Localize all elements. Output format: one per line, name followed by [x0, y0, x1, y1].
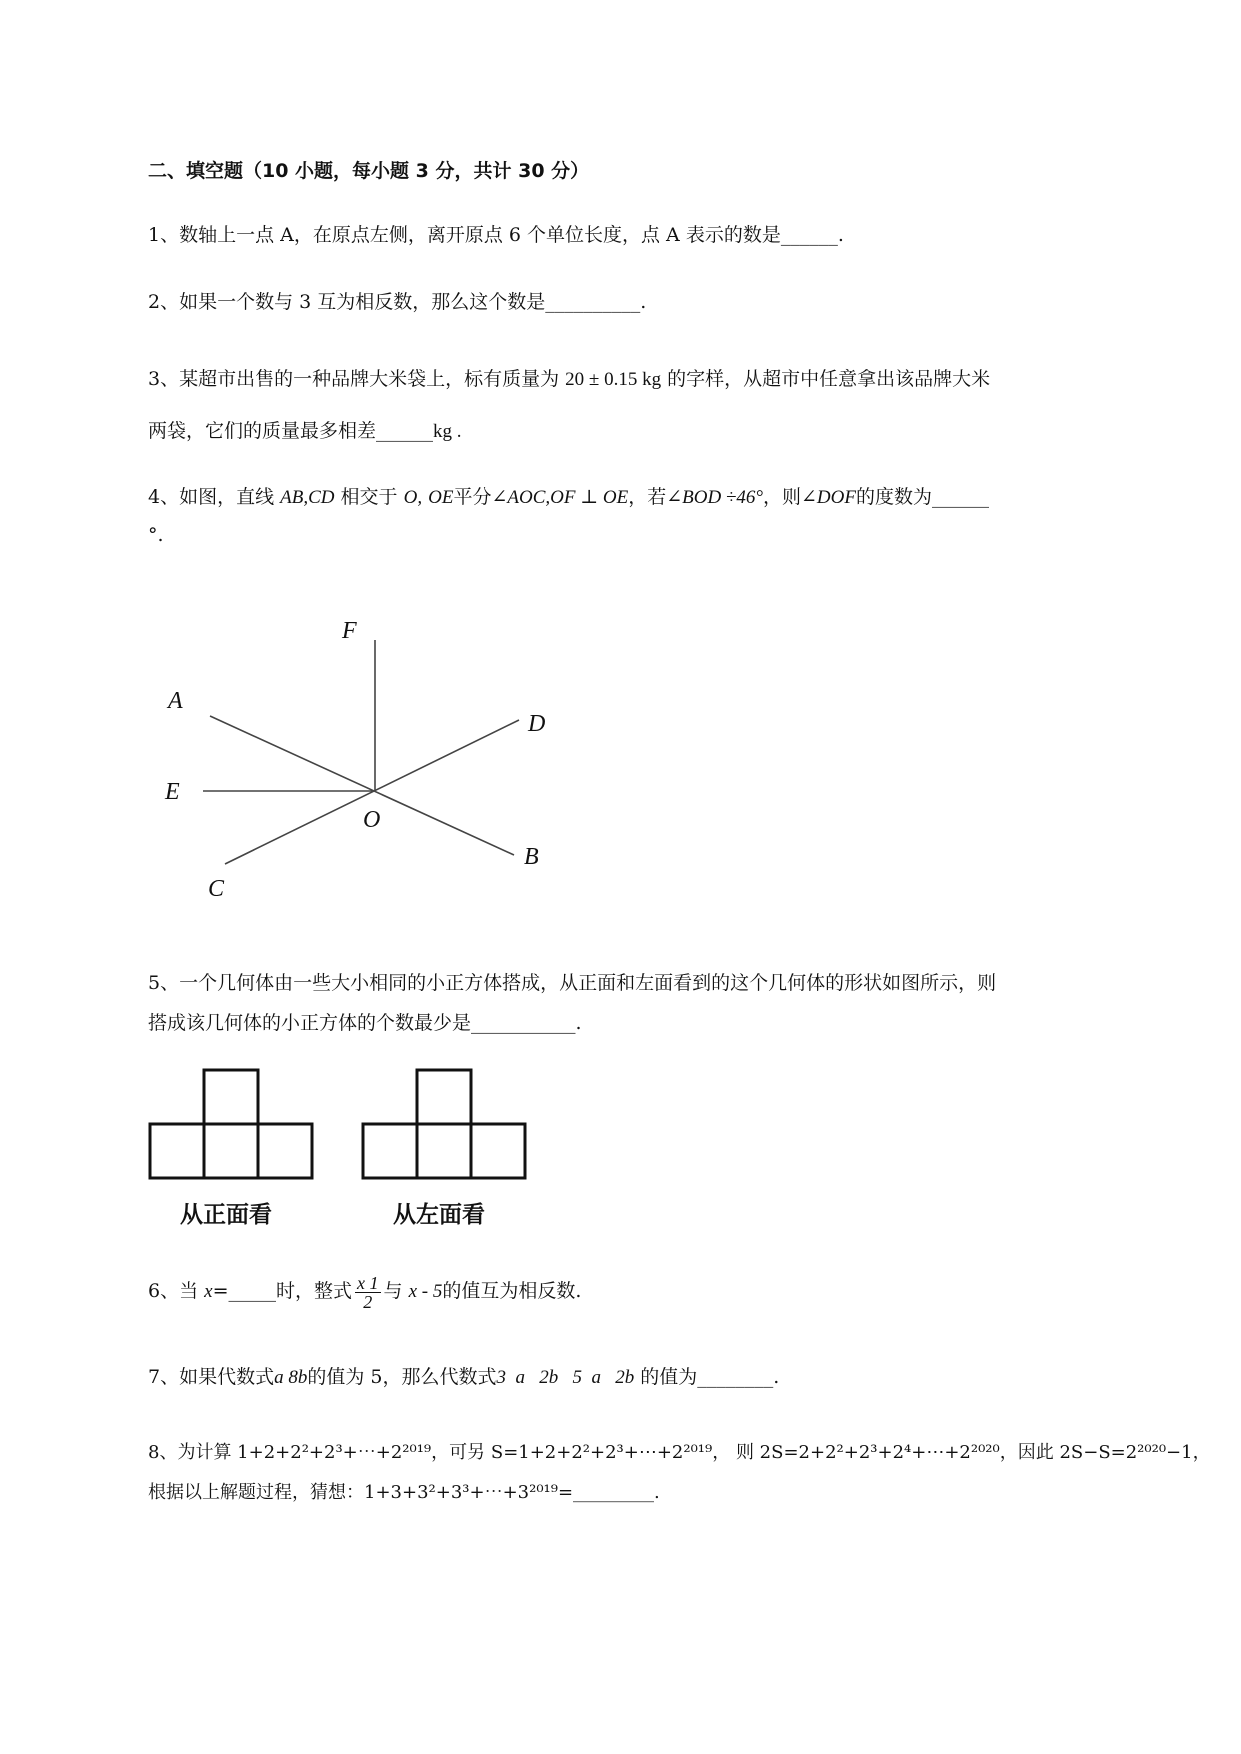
- question-3-line-2: [148, 418, 462, 445]
- question-8-line-2: 根据以上解题过程，猜想：1+3+3²+3³+⋯+3²⁰¹⁹=_________.: [148, 1482, 660, 1503]
- q3-blank: ______: [376, 420, 434, 442]
- label-c: C: [208, 876, 225, 902]
- q7-d: 3 a 2b 5 a 2b: [496, 1367, 635, 1388]
- question-1: 1、数轴上一点 A，在原点左侧，离开原点 6 个单位长度，点 A 表示的数是______.: [148, 224, 844, 246]
- q3-text-c: 的字样，从超市中任意拿出该品牌大米: [667, 368, 991, 390]
- front-view-grid: [150, 1070, 312, 1178]
- question-8-line-1: 8、为计算 1+2+2²+2³+⋯+2²⁰¹⁹，可另 S=1+2+2²+2³+⋯+2²⁰¹⁹， 则 2S=2+2²+2³+2⁴+⋯+2²⁰²⁰，因此 2S−S=2²⁰²⁰−1，: [148, 1442, 1211, 1463]
- q6-c: 与: [383, 1280, 403, 1302]
- q6-e: 的值互为相反数.: [442, 1280, 582, 1302]
- q3-text-line2: 两袋，它们的质量最多相差: [148, 420, 377, 442]
- question-4-line-1: [148, 484, 989, 511]
- question-3-line-1: [148, 366, 990, 393]
- q3-text-a: 3、某超市出售的一种品牌大米袋上，标有质量为: [148, 368, 560, 390]
- q3-unit: kg .: [433, 421, 462, 442]
- q4-g: ∠AOC,OF ⊥ OE: [491, 487, 629, 508]
- q4-j: ，则: [762, 486, 801, 508]
- q7-b: a 8b: [274, 1367, 308, 1388]
- q6-fraction: [355, 1274, 381, 1311]
- left-view-grid: [363, 1070, 525, 1178]
- label-d: D: [528, 711, 546, 737]
- label-b: B: [524, 844, 539, 870]
- q4-i: ∠BOD ÷46°: [666, 487, 763, 508]
- question-4-line-2: °.: [148, 524, 164, 546]
- q3-quantity: 20 ± 0.15 kg: [565, 369, 662, 390]
- q6-d: x - 5: [408, 1281, 443, 1302]
- q4-c: 相交于: [340, 486, 398, 508]
- front-view-caption: 从正面看: [180, 1202, 272, 1228]
- q4-e: OE: [428, 487, 454, 508]
- q7-e: 的值为________.: [634, 1366, 780, 1388]
- question-2: 2、如果一个数与 3 互为相反数，那么这个数是__________.: [148, 291, 647, 313]
- section-title: 二、填空题（10 小题，每小题 3 分，共计 30 分）: [148, 160, 590, 182]
- figure-intersecting-lines: [150, 610, 590, 910]
- q7-c: 的值为 5，那么代数式: [307, 1366, 497, 1388]
- q4-a: 4、如图，直线: [148, 486, 275, 508]
- label-a: A: [168, 688, 183, 714]
- question-5-line-1: 5、一个几何体由一些大小相同的小正方体搭成，从正面和左面看到的这个几何体的形状如图所示，则: [148, 972, 997, 994]
- q6-b: =_____时，整式: [212, 1280, 352, 1302]
- figure-cube-views: [148, 1065, 548, 1235]
- q4-k: ∠DOF: [800, 487, 856, 508]
- question-5-line-2: 搭成该几何体的小正方体的个数最少是___________.: [148, 1012, 582, 1034]
- q6-x: x: [204, 1281, 213, 1302]
- label-e: E: [165, 779, 180, 805]
- label-o: O: [363, 807, 381, 833]
- q4-h: ，若: [628, 486, 667, 508]
- label-f: F: [342, 618, 357, 644]
- q4-f: 平分: [453, 486, 492, 508]
- question-6: [148, 1271, 581, 1312]
- line-ab: [210, 716, 514, 855]
- q6-numerator: x 1: [357, 1272, 379, 1293]
- q6-denominator: 2: [363, 1291, 373, 1312]
- q4-d: O,: [403, 487, 423, 508]
- q7-a: 7、如果代数式: [148, 1366, 275, 1388]
- left-view-caption: 从左面看: [393, 1202, 485, 1228]
- q4-l: 的度数为______: [855, 486, 989, 508]
- q4-b: AB,CD: [280, 487, 335, 508]
- q6-a: 6、当: [148, 1280, 199, 1302]
- question-7: [148, 1364, 779, 1391]
- line-cd: [225, 720, 519, 864]
